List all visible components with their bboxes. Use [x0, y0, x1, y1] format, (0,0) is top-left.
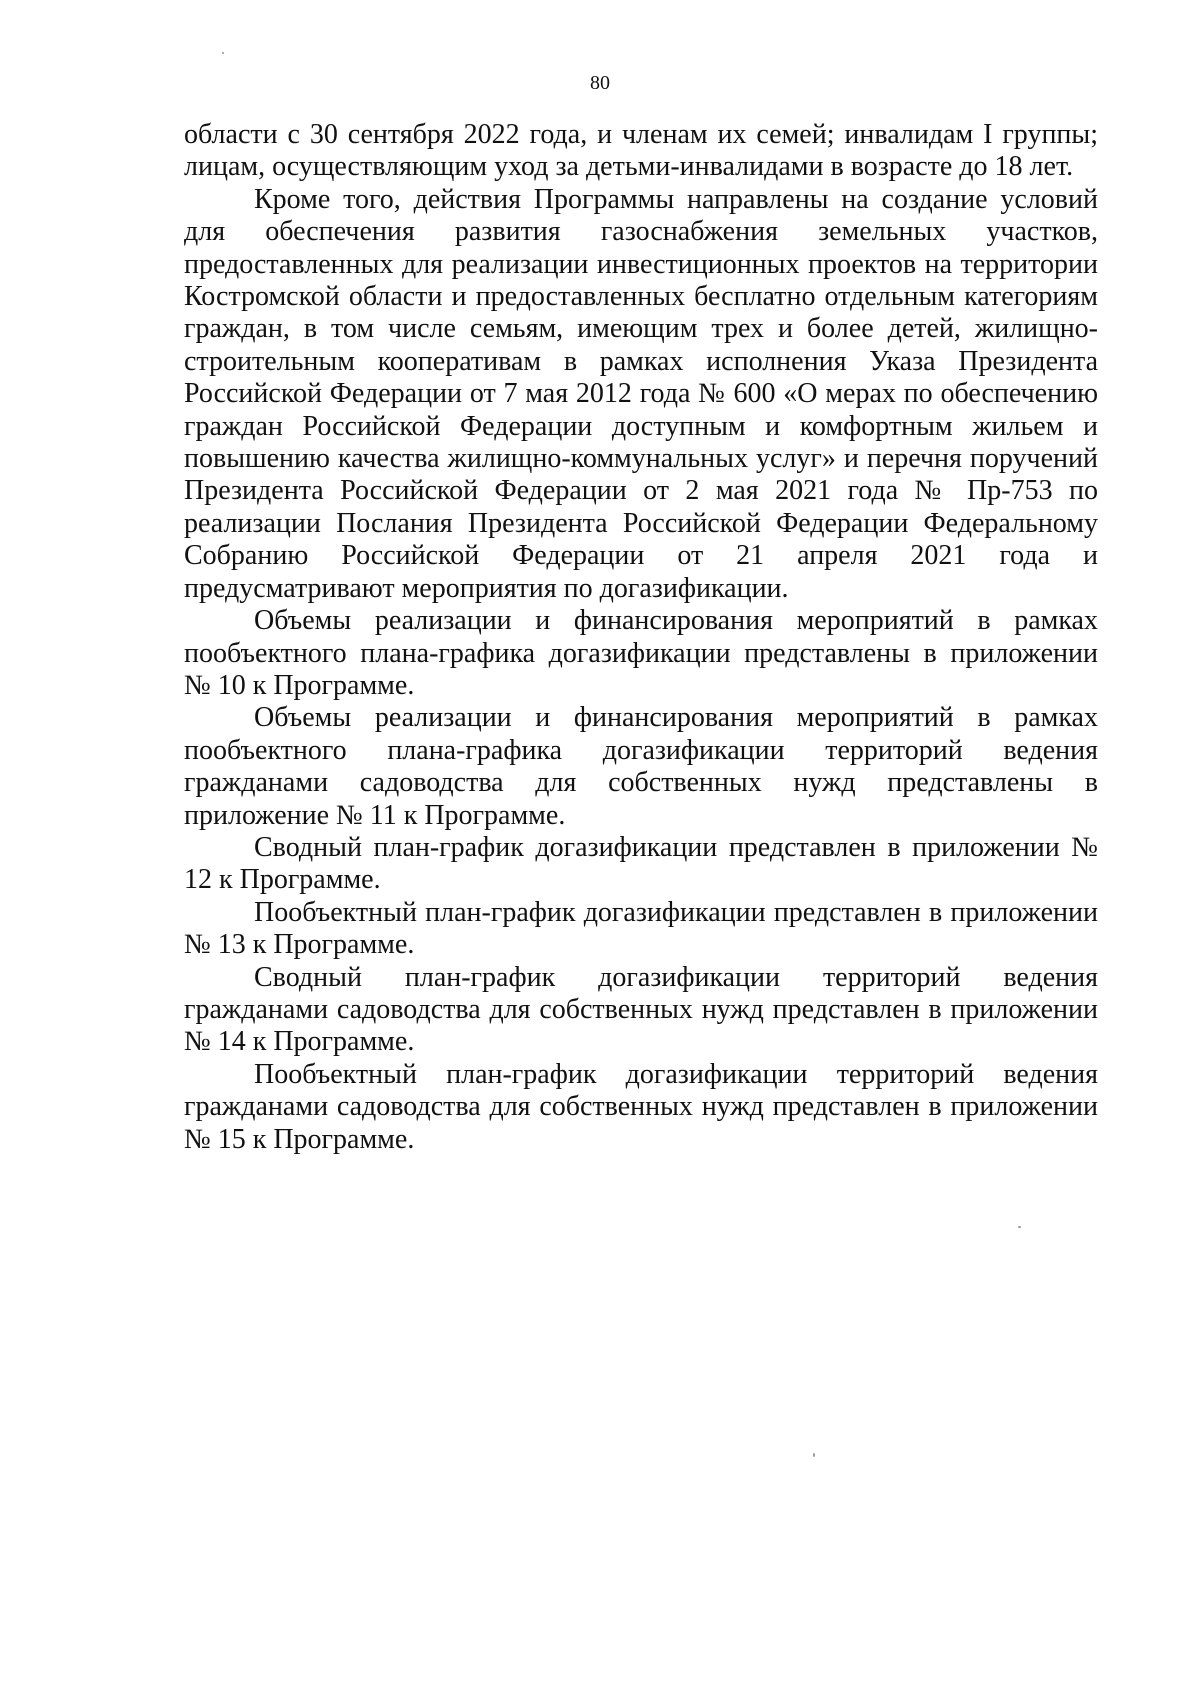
document-body	[184, 119, 1098, 1156]
paragraph-7: Сводный план-график догазификации территорий ведения гражданами садоводства для собственных нужд представлен в приложении № 14 к Программе.	[184, 961, 1098, 1058]
paragraph-6: Пообъектный план-график догазификации представлен в приложении № 13 к Программе.	[184, 896, 1098, 961]
scan-speck	[1018, 1226, 1021, 1228]
scan-speck	[813, 1453, 815, 1457]
paragraph-3: Объемы реализации и финансирования мероприятий в рамках пообъектного плана-графика догазификации представлены в приложении № 10 к Программе.	[184, 605, 1098, 701]
page-number: 80	[590, 72, 610, 94]
scan-speck	[222, 52, 224, 54]
paragraph-8: Пообъектный план-график догазификации территорий ведения гражданами садоводства для собственных нужд представлен в приложении № 15 к Программе.	[184, 1058, 1098, 1155]
paragraph-4: Объемы реализации и финансирования мероприятий в рамках пообъектного плана-графика догазификации территорий ведения гражданами садоводства для собственных нужд представлены в приложение № 11 к Программе.	[184, 702, 1098, 831]
paragraph-2: Кроме того, действия Программы направлены на создание условий для обеспечения развития газоснабжения земельных участков, предоставленных для реализации инвестиционных проектов на территории Костромской области и предоставленных бесплатно отдельным категориям граждан, в том числе семьям, имеющим трех и более детей, жилищно-строительным кооперативам в рамках исполнения Указа Президента Российской Федерации от 7 мая 2012 года № 600 «О мерах по обеспечению граждан Российской Федерации доступным и комфортным жильем и повышению качества жилищно-коммунальных услуг» и перечня поручений Президента Российской Федерации от 2 мая 2021 года № Пр-753 по реализации Послания Президента Российской Федерации Федеральному Собранию Российской Федерации от 21 апреля 2021 года и предусматривают мероприятия по догазификации.	[184, 183, 1098, 604]
paragraph-5: Сводный план-график догазификации представлен в приложении № 12 к Программе.	[184, 831, 1098, 896]
paragraph-1: области с 30 сентября 2022 года, и членам их семей; инвалидам I группы; лицам, осуществляющим уход за детьми-инвалидами в возрасте до 18 лет.	[184, 119, 1098, 183]
